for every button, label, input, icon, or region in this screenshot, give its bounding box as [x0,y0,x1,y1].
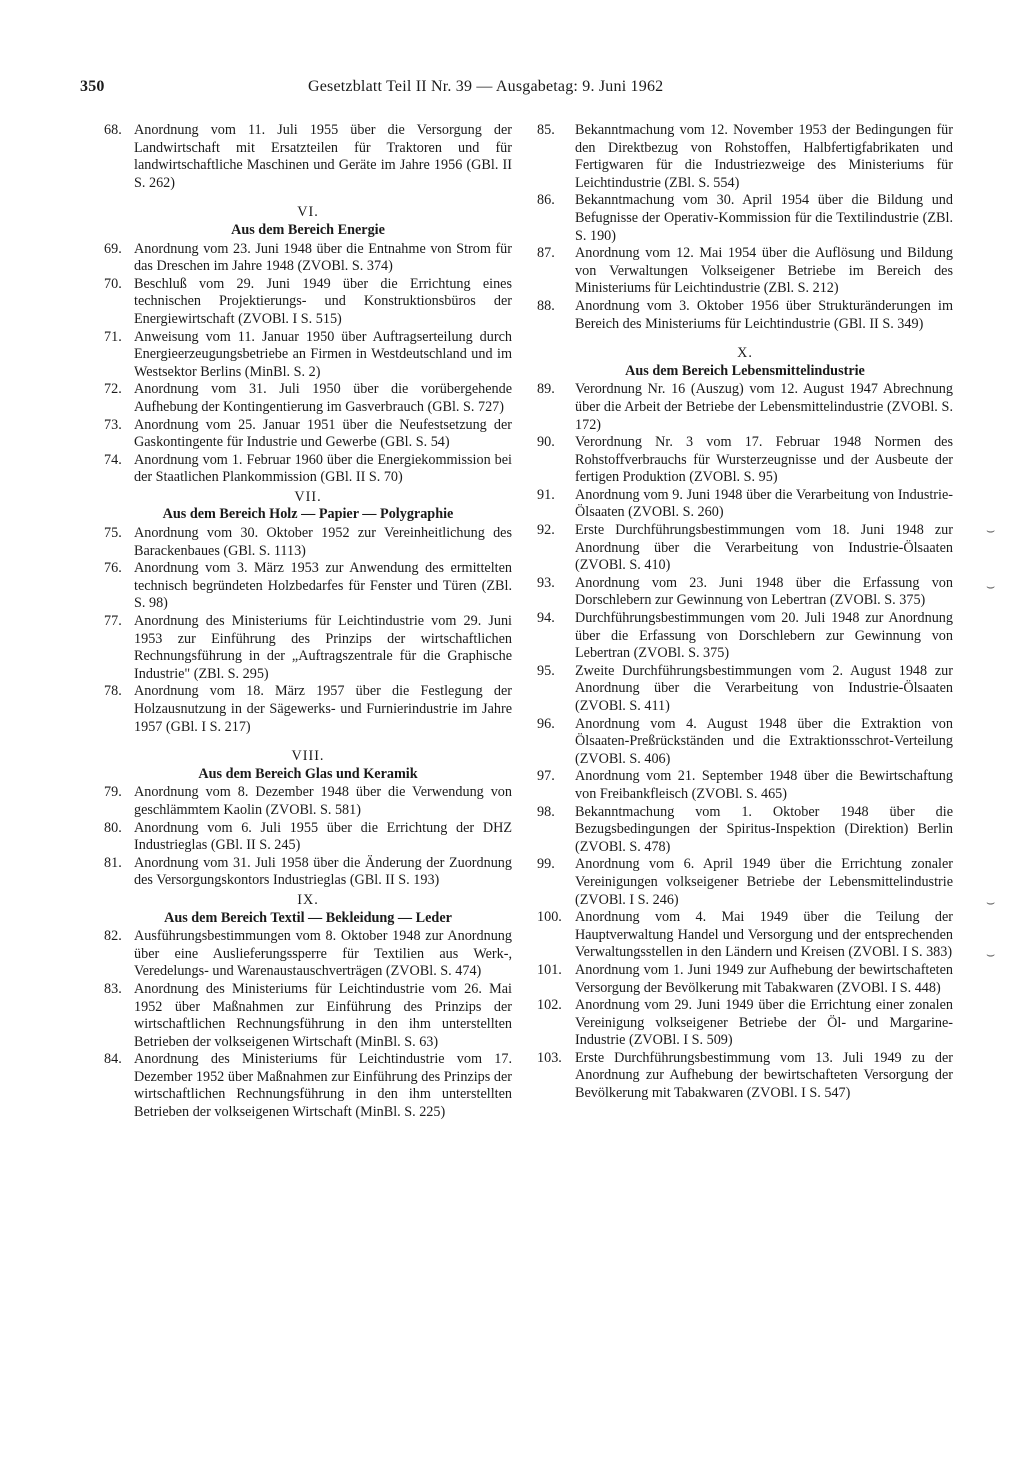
list-item [537,716,953,769]
section-title: Aus dem Bereich Lebensmittelindustrie [625,362,865,379]
list-item [104,329,512,382]
entry-text: Anordnung des Ministeriums für Leichtindustrie vom 26. Mai 1952 über Maßnahmen zur Einführung des Prinzips der wirtschaftlichen Rechnungsführung in den ihm unterstellten Betrieben der volkseigenen Wirtschaft (MinBl. S. 63) [134,980,512,1050]
entry-number: 91. [537,486,555,503]
entry-text: Anordnung vom 23. Juni 1948 über die Entnahme von Strom für das Dreschen im Jahre 1948 (ZVOBl. S. 374) [134,240,512,275]
section-title: Aus dem Bereich Energie [231,221,385,238]
entry-text: Bekanntmachung vom 1. Oktober 1948 über die Bezugsbedingungen der Spiritus-Inspektion (Direktion) Berlin (ZVOBl. S. 478) [575,803,953,855]
list-item [104,122,512,192]
entry-text: Anordnung vom 1. Februar 1960 über die Energiekommission bei der Staatlichen Plankommission (GBl. II S. 70) [134,451,512,486]
list-item [104,613,512,683]
entry-number: 85. [537,122,555,138]
list-item [537,575,953,610]
entry-number: 72. [104,381,122,398]
entry-number: 71. [104,328,122,345]
entry-number: 78. [104,683,122,700]
entry-number: 97. [537,768,555,785]
entry-number: 80. [104,819,122,836]
list-item [104,855,512,890]
entry-text: Anordnung vom 6. April 1949 über die Errichtung zonaler Vereinigungen volkseigener Betriebe der Lebensmittelindustrie (ZVOBl. I S. 246) [575,856,953,908]
right-column [537,122,953,1103]
list-item [537,804,953,857]
entry-text: Verordnung Nr. 3 vom 17. Februar 1948 Normen des Rohstoffverbrauchs für Wursterzeugnisse und der Ausbeute der fertigen Produktion (ZVOBl. S. 95) [575,434,953,486]
margin-mark: ⌣ [986,896,996,911]
entry-number: 68. [104,122,122,138]
entry-number: 73. [104,416,122,433]
section-title: Aus dem Bereich Glas und Keramik [198,765,418,782]
section-number: VII. [294,488,322,505]
entry-number: 83. [104,980,122,997]
entry-text: Anordnung vom 31. Juli 1950 über die vorübergehende Aufhebung der Kontingentierung im Gasverbrauch (GBl. S. 727) [134,381,512,415]
entry-text: Anordnung vom 9. Juni 1948 über die Verarbeitung von Industrie-Ölsaaten (ZVOBl. S. 260) [575,486,953,521]
entry-text: Anordnung des Ministeriums für Leichtindustrie vom 17. Dezember 1952 über Maßnahmen zur Einführung des Prinzips der wirtschaftlichen Rechnungsführung in den ihm unterstellten Betrieben der volkseigenen Wirtschaft (MinBl. S. 225) [134,1051,512,1121]
entry-text: Anordnung vom 12. Mai 1954 über die Auflösung und Bildung von Verwaltungen Volkseigener Betriebe im Bereich des Ministeriums für Leichtindustrie (ZBl. S. 212) [575,245,953,297]
entry-text: Anordnung vom 18. März 1957 über die Festlegung der Holzausnutzung in der Sägewerks- und Furnierindustrie im Jahre 1957 (GBl. I S. 217) [134,683,512,735]
margin-mark: ⌣ [986,524,996,539]
entry-number: 90. [537,434,555,451]
entry-text: Anordnung vom 23. Juni 1948 über die Erfassung von Dorschlebern zur Gewinnung von Lebertran (ZVOBl. S. 375) [575,574,953,609]
entry-number: 93. [537,574,555,591]
entry-text: Bekanntmachung vom 12. November 1953 der Bedingungen für den Direktbezug von Rohstoffen, Halbfertigfabrikaten und Fertigwaren für die Industriezweige des Ministeriums für Leichtindustrie (ZBl. S. 554) [575,122,953,191]
entry-text: Anordnung vom 21. September 1948 über die Bewirtschaftung von Freibankfleisch (ZVOBl. S. 465) [575,768,953,802]
entry-text: Anordnung vom 6. Juli 1955 über die Errichtung der DHZ Industrieglas (GBl. II S. 245) [134,819,512,854]
list-item [104,525,512,560]
entry-number: 101. [537,961,562,978]
entry-number: 82. [104,928,122,945]
list-item [104,241,512,276]
entry-text: Anordnung vom 25. Januar 1951 über die Neufestsetzung der Gaskontingente für Industrie und Gewerbe (GBl. S. 54) [134,416,512,451]
entry-text: Anordnung vom 1. Juni 1949 zur Aufhebung der bewirtschafteten Versorgung der Bevölkerung mit Tabakwaren (ZVOBl. I S. 448) [575,961,953,996]
entry-text: Anordnung vom 29. Juni 1949 über die Errichtung einer zonalen Vereinigung volkseigener Betriebe der Öl- und Margarine-Industrie (ZVOBl. I S. 509) [575,997,953,1049]
margin-mark: ⌣ [986,948,996,963]
entry-number: 88. [537,297,555,314]
entry-text: Bekanntmachung vom 30. April 1954 über die Bildung und Befugnisse der Operativ-Kommission für die Textilindustrie (ZBl. S. 190) [575,192,953,244]
section-number: X. [737,345,753,362]
entry-text: Anordnung des Ministeriums für Leichtindustrie vom 29. Juni 1953 zur Einführung des Prinzips der wirtschaftlichen Rechnungsführung in der „Auftragszentrale für die Graphische Industrie" (ZBl. S. 295) [134,613,512,682]
list-item [537,434,953,487]
left-column [104,122,512,1122]
list-item [104,981,512,1051]
entry-number: 103. [537,1049,562,1066]
entry-text: Verordnung Nr. 16 (Auszug) vom 12. August 1947 Abrechnung über die Arbeit der Betriebe der Lebensmittelindustrie (ZVOBl. S. 172) [575,381,953,433]
list-item [537,122,953,192]
list-item [537,909,953,962]
section-title: Aus dem Bereich Textil — Bekleidung — Leder [164,909,452,926]
entry-number: 75. [104,525,122,542]
entry-text: Erste Durchführungsbestimmung vom 13. Juli 1949 zu der Anordnung zur Aufhebung der bewirtschafteten Versorgung der Bevölkerung mit Tabakwaren (ZVOBl. I S. 547) [575,1049,953,1102]
list-item [104,820,512,855]
list-item [537,962,953,997]
entry-number: 87. [537,245,555,262]
entry-text: Anordnung vom 3. Oktober 1956 über Strukturänderungen im Bereich des Ministeriums für Leichtindustrie (GBl. II S. 349) [575,297,953,332]
entry-number: 69. [104,240,122,257]
list-item [537,192,953,245]
entry-number: 95. [537,662,555,679]
entry-text: Anordnung vom 3. März 1953 zur Anwendung des ermittelten technisch begründeten Holzbedarfes für Fenster und Türen (ZBl. S. 98) [134,560,512,612]
entry-number: 79. [104,784,122,801]
list-item [537,381,953,434]
section-number: IX. [297,891,319,908]
list-item [104,560,512,613]
entry-number: 86. [537,192,555,209]
section-number: VI. [297,204,319,221]
page-number: 350 [80,78,105,95]
list-item [537,245,953,298]
entry-number: 92. [537,522,555,539]
entry-number: 77. [104,613,122,630]
section-title: Aus dem Bereich Holz — Papier — Polygraphie [162,506,454,523]
list-item [104,1051,512,1121]
margin-mark: ⌣ [986,580,996,595]
list-item [104,784,512,819]
list-item [104,683,512,736]
entry-text: Anordnung vom 4. August 1948 über die Extraktion von Ölsaaten-Preßrückständen und die Extraktionsschrot-Verteilung (ZVOBl. S. 406) [575,715,953,767]
entry-number: 84. [104,1051,122,1068]
gazette-title: Gesetzblatt Teil II Nr. 39 — Ausgabetag: 9. Juni 1962 [308,78,664,95]
entry-number: 94. [537,610,555,627]
section-number: VIII. [291,748,325,765]
entry-number: 70. [104,275,122,292]
entry-number: 81. [104,854,122,871]
entry-number: 96. [537,715,555,732]
entry-text: Durchführungsbestimmungen vom 20. Juli 1948 zur Anordnung über die Erfassung von Dorschlebern zur Gewinnung von Lebertran (ZVOBl. S. 375) [575,610,953,662]
entry-text: Anweisung vom 11. Januar 1950 über Auftragserteilung durch Energieerzeugungsbetriebe an Firmen in Westdeutschland und im Westsektor Berlins (MinBl. S. 2) [134,328,512,380]
list-item [537,663,953,716]
list-item [537,768,953,803]
page-header [80,78,946,102]
entry-text: Anordnung vom 4. Mai 1949 über die Teilung der Hauptverwaltung Handel und Versorgung und der entsprechenden Verwaltungsstellen in den Ländern und Kreisen (ZVOBl. I S. 383) [575,909,953,961]
entry-number: 102. [537,997,562,1014]
list-item [537,487,953,522]
list-item [104,452,512,487]
list-item [104,276,512,329]
list-item [537,1050,953,1103]
entry-text: Anordnung vom 31. Juli 1958 über die Änderung der Zuordnung des Versorgungskontors Industrieglas (GBl. II S. 193) [134,854,512,889]
entry-text: Beschluß vom 29. Juni 1949 über die Errichtung eines technischen Projektierungs- und Konstruktionsbüros der Energiewirtschaft (ZVOBl. I S. 515) [134,275,512,327]
list-item [537,997,953,1050]
list-item [537,610,953,663]
entry-number: 99. [537,856,555,873]
list-item [104,928,512,981]
entry-text: Erste Durchführungsbestimmungen vom 18. Juni 1948 zur Anordnung über die Verarbeitung von Industrie-Ölsaaten (ZVOBl. S. 410) [575,522,953,574]
entry-text: Anordnung vom 8. Dezember 1948 über die Verwendung von geschlämmtem Kaolin (ZVOBl. S. 581) [134,784,512,818]
entry-text: Ausführungsbestimmungen vom 8. Oktober 1948 zur Anordnung über eine Auslieferungssperre für Textilien aus Werk-, Veredelungs- und Warenaustauschverträgen (ZVOBl. S. 474) [134,928,512,980]
list-item [104,381,512,416]
list-item [537,298,953,333]
list-item [104,417,512,452]
entry-text: Anordnung vom 30. Oktober 1952 zur Vereinheitlichung des Barackenbaues (GBl. S. 1113) [134,525,512,559]
entry-text: Anordnung vom 11. Juli 1955 über die Versorgung der Landwirtschaft mit Ersatzteilen für Traktoren und für landwirtschaftliche Maschinen und Geräte im Jahre 1956 (GBl. II S. 262) [134,122,512,191]
entry-number: 89. [537,381,555,398]
entry-text: Zweite Durchführungsbestimmungen vom 2. August 1948 zur Anordnung über die Verarbeitung von Industrie-Ölsaaten (ZVOBl. S. 411) [575,662,953,714]
entry-number: 98. [537,803,555,820]
entry-number: 76. [104,560,122,577]
list-item [537,856,953,909]
entry-number: 100. [537,909,562,926]
entry-number: 74. [104,451,122,468]
list-item [537,522,953,575]
